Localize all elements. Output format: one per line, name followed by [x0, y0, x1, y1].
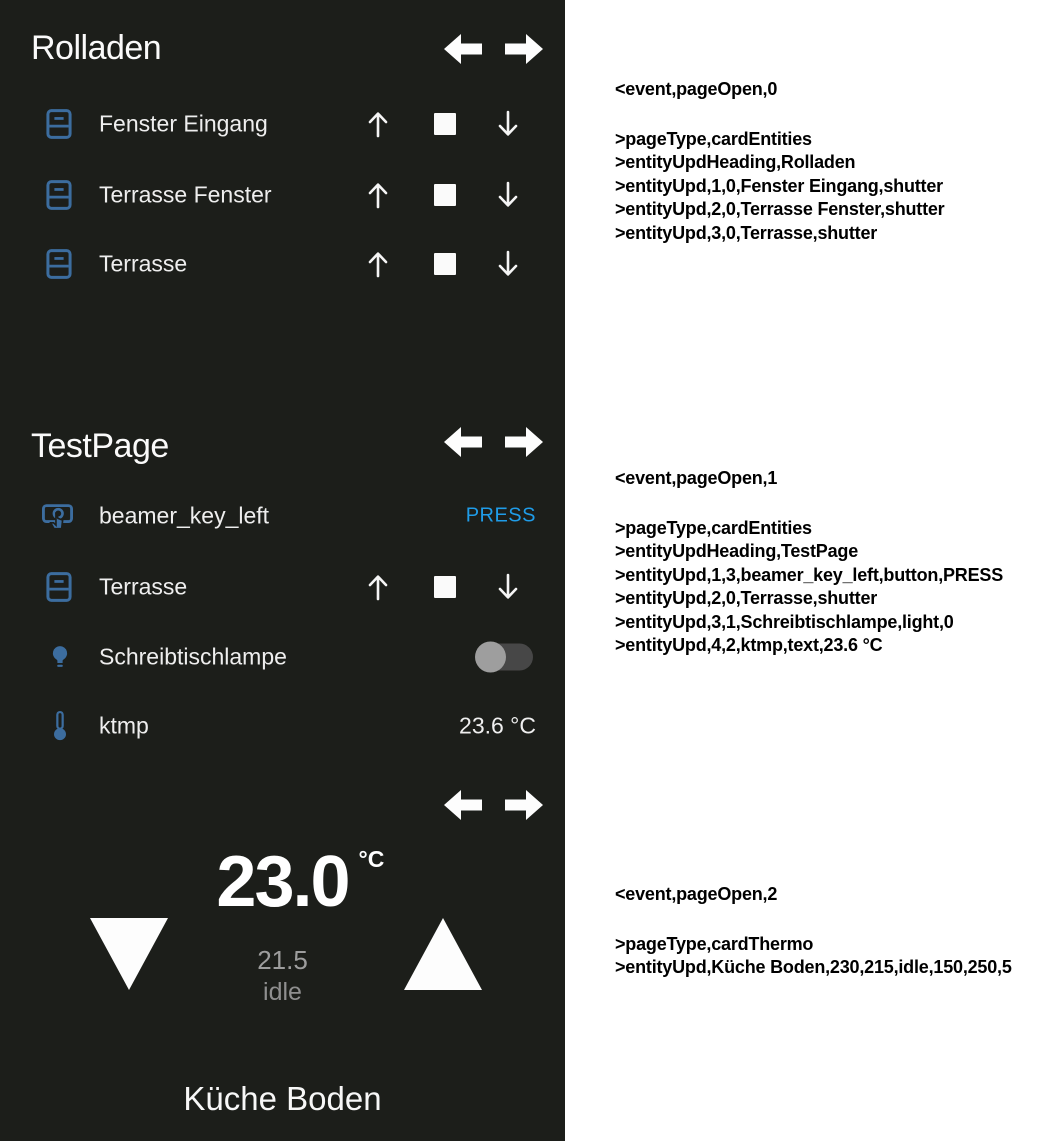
nav-next-button[interactable]	[505, 34, 543, 64]
shutter-up-button[interactable]	[364, 248, 392, 280]
entity-row	[0, 695, 565, 757]
protocol-response-line: >entityUpd,2,0,Terrasse Fenster,shutter	[615, 199, 945, 219]
arrow-up-icon	[365, 180, 391, 210]
arrow-left-icon	[444, 34, 482, 64]
temperature-unit: °C	[358, 846, 385, 872]
press-button[interactable]: PRESS	[465, 504, 536, 527]
stop-square-icon	[434, 184, 456, 206]
arrow-down-icon	[495, 249, 521, 279]
page-card-thermo	[0, 760, 565, 1141]
protocol-response-line: >entityUpdHeading,Rolladen	[615, 152, 856, 172]
entity-label: ktmp	[99, 712, 149, 739]
nav-previous-button[interactable]	[444, 427, 482, 457]
window-shutter-icon	[46, 572, 72, 602]
light-toggle-switch[interactable]	[477, 644, 533, 671]
arrow-up-icon	[365, 109, 391, 139]
window-shutter-icon	[46, 180, 72, 210]
protocol-response-line: >entityUpd,3,1,Schreibtischlampe,light,0	[615, 611, 954, 632]
shutter-down-button[interactable]	[494, 571, 522, 603]
entity-row	[0, 485, 565, 547]
arrow-up-icon	[365, 249, 391, 279]
current-temperature-value: 23.0	[216, 842, 349, 922]
entity-label: beamer_key_left	[99, 502, 270, 529]
nav-previous-button[interactable]	[444, 790, 482, 820]
entity-label: Terrasse Fenster	[99, 181, 272, 208]
nav-next-button[interactable]	[505, 427, 543, 457]
protocol-log-block-0	[615, 78, 945, 245]
protocol-response-line: >entityUpd,1,3,beamer_key_left,button,PRESS	[615, 564, 1004, 585]
arrow-right-icon	[505, 34, 543, 64]
entity-row	[0, 93, 565, 155]
thermostat-title: Küche Boden	[183, 1080, 382, 1117]
thermometer-icon	[52, 711, 68, 742]
protocol-response-line: >entityUpd,3,0,Terrasse,shutter	[615, 222, 878, 243]
protocol-response-line: >pageType,cardEntities	[615, 517, 812, 538]
arrow-down-icon	[495, 180, 521, 210]
protocol-response-line: >pageType,cardEntities	[615, 128, 812, 149]
protocol-event-line: <event,pageOpen,2	[615, 884, 778, 904]
protocol-response-line: >entityUpd,2,0,Terrasse,shutter	[615, 588, 878, 608]
protocol-gap	[615, 907, 1012, 933]
thermostat-state: idle	[263, 978, 302, 1006]
protocol-log-block-1	[615, 467, 1003, 658]
target-temperature-value: 21.5	[257, 945, 308, 975]
protocol-response-line: >entityUpd,4,2,ktmp,text,23.6 °C	[615, 635, 883, 655]
page-title: Rolladen	[31, 29, 162, 67]
entity-label: Fenster Eingang	[99, 110, 268, 137]
protocol-response-line: >entityUpd,1,0,Fenster Eingang,shutter	[615, 175, 943, 196]
window-shutter-icon	[46, 249, 72, 279]
entity-row	[0, 556, 565, 618]
shutter-stop-button[interactable]	[431, 179, 459, 211]
page-title: TestPage	[31, 427, 169, 465]
entity-row	[0, 233, 565, 295]
arrow-down-icon	[495, 109, 521, 139]
arrow-down-icon	[495, 572, 521, 602]
protocol-response-line: >entityUpdHeading,TestPage	[615, 541, 859, 561]
entity-value: 23.6 °C	[459, 712, 536, 739]
entity-label: Schreibtischlampe	[99, 643, 287, 670]
gesture-tap-button-icon	[42, 502, 73, 530]
entity-row	[0, 626, 565, 688]
arrow-left-icon	[444, 790, 482, 820]
toggle-knob[interactable]	[475, 642, 506, 673]
entity-label: Terrasse	[99, 250, 188, 277]
protocol-event-line: <event,pageOpen,1	[615, 468, 778, 488]
stop-square-icon	[434, 253, 456, 275]
entity-label: Terrasse	[99, 573, 188, 600]
arrow-left-icon	[444, 427, 482, 457]
arrow-right-icon	[505, 790, 543, 820]
shutter-down-button[interactable]	[494, 248, 522, 280]
stop-square-icon	[434, 113, 456, 135]
protocol-response-line: >pageType,cardThermo	[615, 933, 814, 954]
protocol-response-line: >entityUpd,Küche Boden,230,215,idle,150,250,5	[615, 957, 1012, 977]
arrow-up-icon	[365, 572, 391, 602]
shutter-up-button[interactable]	[364, 571, 392, 603]
entity-row	[0, 164, 565, 226]
lightbulb-icon	[47, 645, 73, 670]
arrow-right-icon	[505, 427, 543, 457]
page-card-entities-rolladen	[0, 0, 565, 380]
page-card-entities-testpage	[0, 380, 565, 760]
protocol-log-block-2	[615, 883, 1012, 980]
shutter-up-button[interactable]	[364, 179, 392, 211]
current-temperature-display	[0, 842, 565, 922]
protocol-event-line: <event,pageOpen,0	[615, 79, 778, 99]
protocol-gap	[615, 491, 1003, 517]
shutter-stop-button[interactable]	[431, 108, 459, 140]
nav-previous-button[interactable]	[444, 34, 482, 64]
protocol-gap	[615, 102, 945, 128]
shutter-up-button[interactable]	[364, 108, 392, 140]
shutter-stop-button[interactable]	[431, 571, 459, 603]
shutter-down-button[interactable]	[494, 108, 522, 140]
shutter-down-button[interactable]	[494, 179, 522, 211]
nav-next-button[interactable]	[505, 790, 543, 820]
stop-square-icon	[434, 576, 456, 598]
shutter-stop-button[interactable]	[431, 248, 459, 280]
window-shutter-icon	[46, 109, 72, 139]
